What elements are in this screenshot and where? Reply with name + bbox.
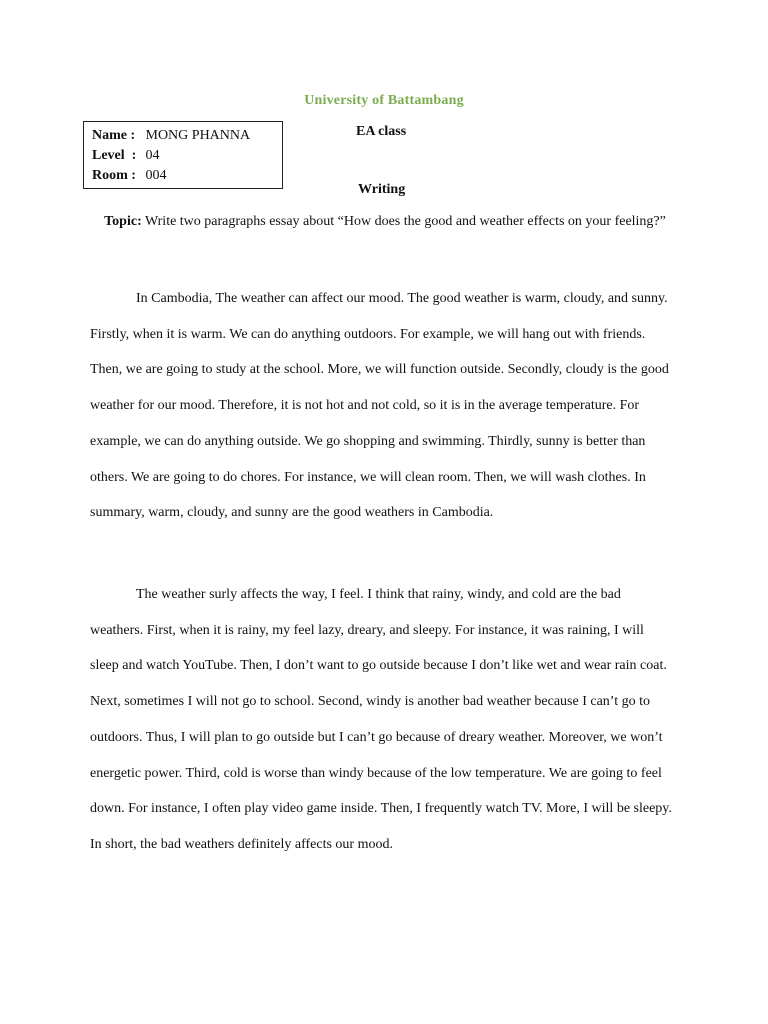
essay-paragraph-2: The weather surly affects the way, I feel. I think that rainy, windy, and cold are the bad weathers. First, when it is rainy, my feel lazy, dreary, and sleepy. For instance, it was raining, I will sleep and watch YouTube. Then, I don’t want to go outside because I don’t like wet and wear rain coat. Next, sometimes I will not go to school. Second, windy is another bad weather because I can’t go to outdoors. Thus, I will plan to go outside but I can’t go because of dreary weather. Moreover, we won’t energetic power. Third, cold is worse than windy because of the low temperature. We are going to feel down. For instance, I often play video game inside. Then, I frequently watch TV. More, I will be sleepy. In short, the bad weathers definitely affects our mood. [90, 587, 672, 852]
student-info-box [83, 121, 283, 189]
topic-text: Write two paragraphs essay about “How does the good and weather effects on your feeling?” [144, 214, 666, 229]
level-value: 04 [145, 148, 160, 163]
student-name-row [92, 126, 282, 146]
student-room-row [92, 166, 282, 186]
student-level-row [92, 146, 282, 166]
class-name: EA class [356, 124, 407, 139]
level-label: Level : [92, 148, 137, 163]
section-title: Writing [358, 182, 406, 197]
topic-label: Topic: [104, 214, 142, 229]
room-label: Room : [92, 168, 136, 183]
name-label: Name : [92, 128, 136, 143]
university-title: University of Battambang [304, 93, 464, 108]
essay-topic [100, 212, 670, 231]
name-value: MONG PHANNA [145, 128, 251, 143]
essay-paragraph-1: In Cambodia, The weather can affect our mood. The good weather is warm, cloudy, and sunny. Firstly, when it is warm. We can do anything outdoors. For example, we will hang out with friends. Then, we are going to study at the school. More, we will function outside. Secondly, cloudy is the good weather for our mood. Therefore, it is not hot and not cold, so it is in the average temperature. For example, we can do anything outside. We go shopping and swimming. Thirdly, sunny is better than others. We are going to do chores. For instance, we will clean room. Then, we will wash clothes. In summary, warm, cloudy, and sunny are the good weathers in Cambodia. [90, 291, 669, 521]
room-value: 004 [145, 168, 167, 183]
